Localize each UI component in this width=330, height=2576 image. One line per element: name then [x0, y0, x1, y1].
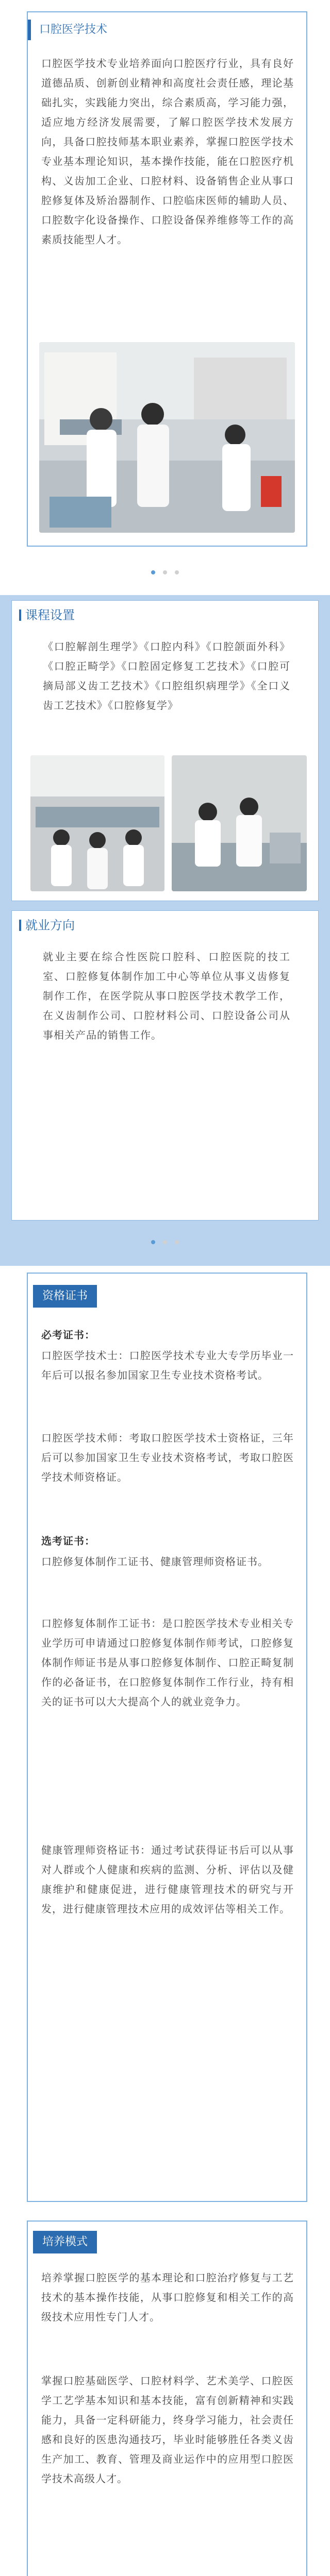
carousel-dot[interactable]	[175, 570, 179, 574]
carousel-dot[interactable]	[151, 1240, 155, 1244]
intro-title: 口腔医学技术	[28, 20, 117, 40]
title-bar	[19, 920, 21, 931]
cert-p6: 口腔修复体制作工证书：是口腔医学技术专业相关专业学历可申请通过口腔修复体制作师考试，口腔修复体制作师证书是从事口腔修复体制作、口腔正畸复制作的必备证书，在口腔修复体制作工作行业，持有相关的证书可以大大提高个人的就业竞争力。	[41, 1617, 294, 1708]
title-bar	[19, 609, 21, 621]
curriculum-title	[19, 605, 75, 623]
certificates-section	[27, 1273, 307, 2202]
lab-photo-1	[39, 342, 295, 533]
intro-body: 口腔医学技术专业培养面向口腔医疗行业，具有良好道德品质、创新创业精神和高度社会责任感，理论基础扎实，实践能力突出，综合素质高，学习能力强，适应地方经济发展需要，了解口腔医学技术发展方向，具备口腔技师基本职业素养，掌握口腔医学技术专业基本理论知识，基本操作技能，能在口腔医疗机构、义齿加工企业、口腔材料、设备销售企业从事口腔修复体及矫治器制作、口腔临床医师的辅助人员、口腔数字化设备操作、口腔设备保养维修等工作的高素质技能型人才。	[41, 57, 294, 246]
career-body: 就业主要在综合性医院口腔科、口腔医院的技工室、口腔修复体制作加工中心等单位从事义齿修复制作工作，在医学院从事口腔医学技术教学工作，在义齿制作公司、口腔材料公司、口腔设备公司从事相关产品的销售工作。	[43, 951, 290, 1041]
carousel-dots-1[interactable]	[0, 567, 330, 577]
cert-p3: 口腔医学技术师：考取口腔医学技术士资格证，三年后可以参加国家卫生专业技术资格考试，考取口腔医学技术师资格证。	[41, 1432, 294, 1483]
training-p1: 培养掌握口腔医学的基本理论和口腔治疗修复与工艺技术的基本操作技能，从事口腔修复和相关工作的高级技术应用性专门人才。	[41, 2272, 294, 2323]
practice-photo	[172, 755, 307, 891]
training-p2: 掌握口腔基础医学、口腔材料学、艺术美学、口腔医学工艺学基本知识和基本技能，富有创新精神和实践能力，具备一定科研能力，终身学习能力，社会责任感和良好的医患沟通技巧，毕业时能够胜任各类义齿生产加工、教育、管理及商业运作中的应用型口腔医学技术高级人才。	[41, 2375, 294, 2485]
carousel-dot[interactable]	[151, 570, 155, 574]
certificates-tag: 资格证书	[33, 1285, 97, 1308]
optional-label: 选考证书：	[41, 1535, 95, 1547]
curriculum-banner	[0, 595, 330, 1266]
cert-p2: 口腔医学技术士：口腔医学技术专业大专学历毕业一年后可以报名参加国家卫生专业技术资格考试。	[41, 1349, 294, 1381]
curriculum-title-text: 课程设置	[25, 608, 75, 622]
career-card	[11, 910, 319, 1221]
cert-p5: 口腔修复体制作工证书、健康管理师资格证书。	[41, 1555, 269, 1568]
carousel-dots-2[interactable]	[0, 1236, 330, 1246]
training-tag: 培养模式	[33, 2231, 97, 2253]
career-title	[19, 915, 75, 933]
curriculum-body: 《口腔解剖生理学》《口腔内科》《口腔颌面外科》《口腔正畸学》《口腔固定修复工艺技术》《口腔可摘局部义齿工艺技术》《口腔组织病理学》《全口义齿工艺技术》《口腔修复学》	[43, 640, 290, 711]
intro-section	[27, 11, 307, 547]
classroom-photo	[30, 755, 164, 891]
training-section	[27, 2221, 307, 2576]
cert-p7: 健康管理师资格证书：通过考试获得证书后可以从事对人群或个人健康和疾病的监测、分析、评估以及健康维护和健康促进，进行健康管理技术的研究与开发，进行健康管理技术应用的成效评估等相关工作。	[41, 1844, 294, 1915]
carousel-dot[interactable]	[163, 570, 167, 574]
carousel-dot[interactable]	[175, 1240, 179, 1244]
career-title-text: 就业方向	[25, 918, 75, 933]
required-label: 必考证书：	[41, 1329, 95, 1341]
curriculum-card	[11, 600, 319, 901]
carousel-dot[interactable]	[163, 1240, 167, 1244]
